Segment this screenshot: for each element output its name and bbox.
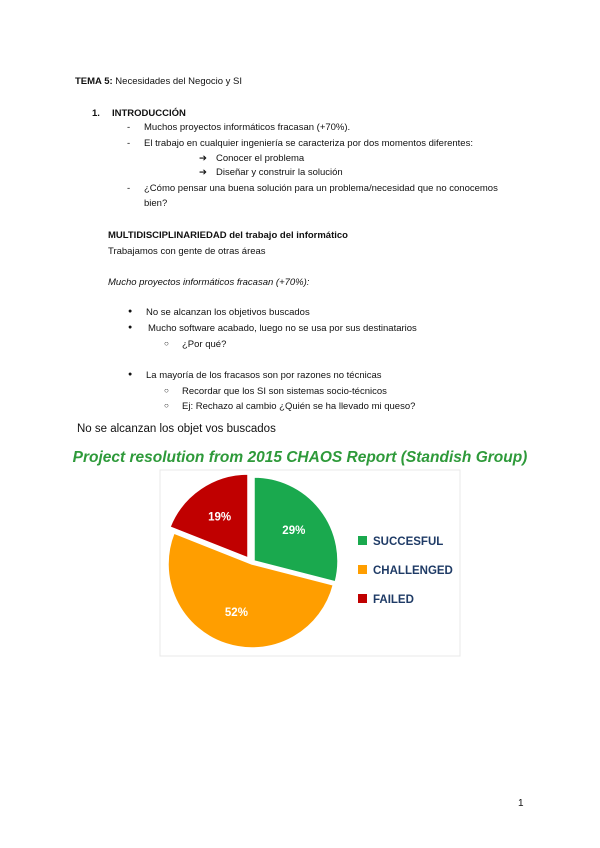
- bullet-icon: ●: [128, 308, 133, 315]
- legend-swatch-challenged: [358, 565, 367, 574]
- topic-label: TEMA 5:: [75, 76, 113, 87]
- topic-title: Necesidades del Negocio y SI: [112, 76, 243, 87]
- intro-dash-item-3-line-1: ¿Cómo pensar una buena solución para un problema/necesidad que no conocemos: [144, 183, 498, 194]
- failure-bullet-2: Mucho software acabado, luego no se usa por sus destinatarios: [148, 323, 417, 334]
- legend-label-failed: FAILED: [373, 594, 414, 606]
- page-number: 1: [518, 798, 524, 809]
- intro-arrow-item-1: Conocer el problema: [216, 153, 305, 164]
- pie-label-challenged: 52%: [224, 606, 248, 619]
- pie-label-failed: 19%: [208, 511, 232, 524]
- arrow-icon: ➔: [199, 153, 207, 164]
- legend-swatch-succesful: [358, 536, 367, 545]
- dash-marker: -: [127, 122, 131, 133]
- dash-marker: -: [127, 138, 131, 149]
- multi-heading: MULTIDISCIPLINARIEDAD del trabajo del informático: [108, 230, 348, 241]
- failure-italic-line: Mucho proyectos informáticos fracasan (+70%):: [108, 277, 310, 288]
- circle-bullet-icon: ○: [164, 386, 169, 395]
- legend-label-challenged: CHALLENGED: [373, 565, 453, 577]
- multi-line: Trabajamos con gente de otras áreas: [108, 246, 266, 257]
- failure-sub-3a: Recordar que los SI son sistemas socio-técnicos: [182, 386, 387, 397]
- intro-dash-item-2: El trabajo en cualquier ingeniería se caracteriza por dos momentos diferentes:: [144, 138, 473, 149]
- intro-arrow-item-2: Diseñar y construir la solución: [216, 167, 343, 178]
- failure-sub-2: ¿Por qué?: [182, 339, 227, 350]
- legend-label-succesful: SUCCESFUL: [373, 536, 444, 548]
- chart-title: Project resolution from 2015 CHAOS Report (Standish Group): [72, 449, 528, 466]
- pie-slices: [168, 474, 338, 648]
- bullet-icon: ●: [128, 324, 133, 331]
- legend-swatch-failed: [358, 594, 367, 603]
- chart-legend: [358, 536, 453, 606]
- intro-dash-item-3-line-2: bien?: [144, 198, 168, 209]
- intro-heading: INTRODUCCIÓN: [112, 108, 186, 119]
- circle-bullet-icon: ○: [164, 401, 169, 410]
- caption: No se alcanzan los objet vos buscados: [77, 423, 276, 435]
- arrow-icon: ➔: [199, 167, 207, 178]
- failure-sub-3b: Ej: Rechazo al cambio ¿Quién se ha llevado mi queso?: [182, 401, 416, 412]
- failure-bullet-3: La mayoría de los fracasos son por razones no técnicas: [146, 370, 382, 381]
- bullet-icon: ●: [128, 371, 133, 378]
- dash-marker: -: [127, 183, 131, 194]
- intro-number: 1.: [92, 108, 100, 119]
- circle-bullet-icon: ○: [164, 339, 169, 348]
- pie-label-succesful: 29%: [282, 525, 306, 538]
- failure-bullet-1: No se alcanzan los objetivos buscados: [146, 307, 310, 318]
- intro-dash-item-1: Muchos proyectos informáticos fracasan (+70%).: [144, 122, 351, 133]
